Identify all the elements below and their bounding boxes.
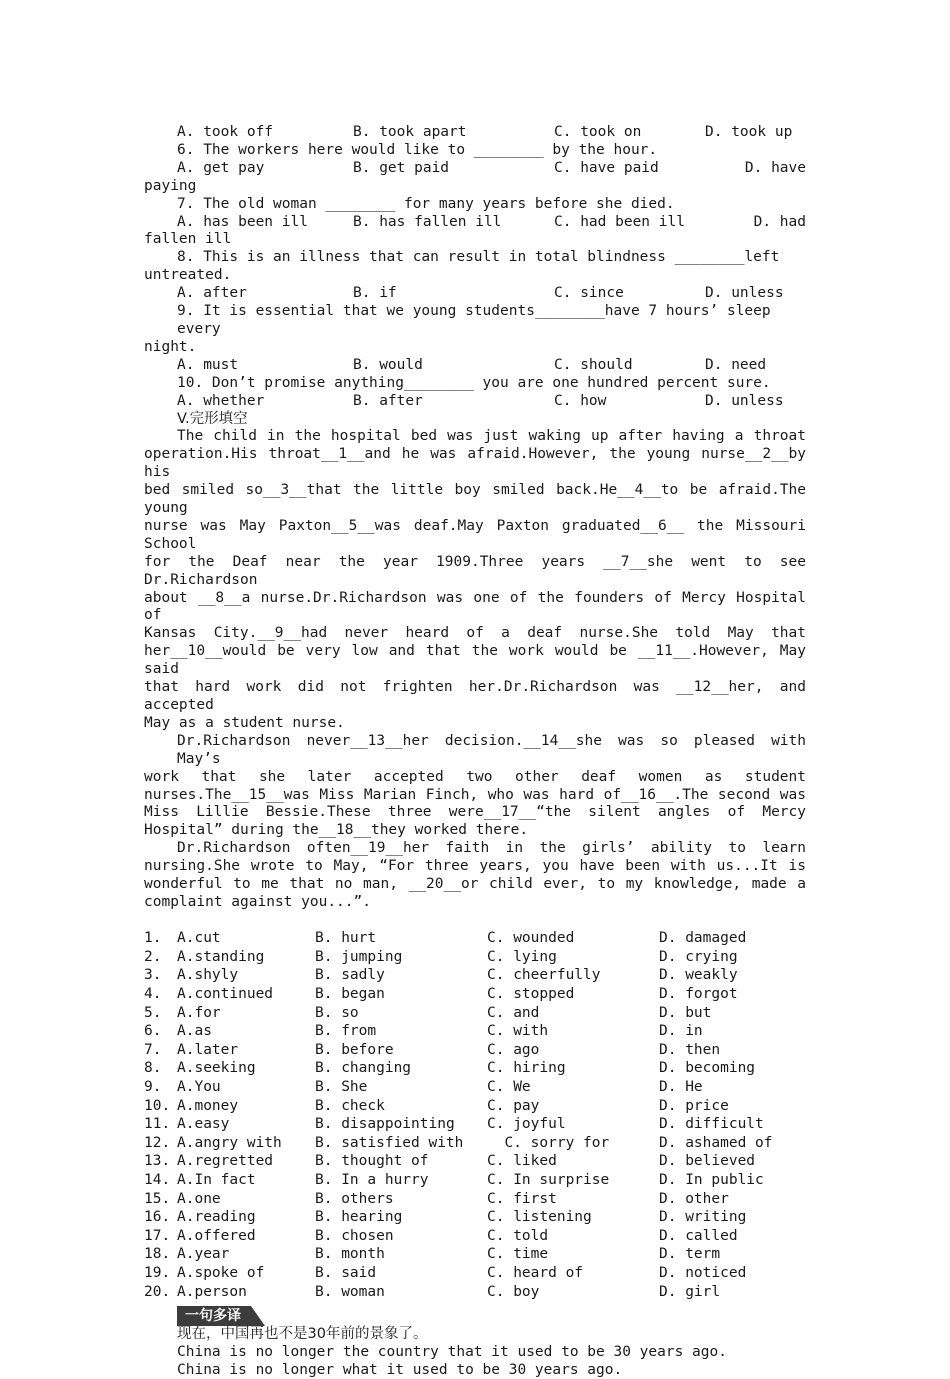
answer-option-a: A.cut <box>177 930 221 947</box>
answer-option-b: B. She <box>315 1078 368 1095</box>
answer-option-b: B. hurt <box>315 930 377 947</box>
answer-option-b: B. others <box>315 1190 394 1207</box>
question-stem: 7. The old woman ________ for many years before she died. <box>177 195 675 212</box>
answer-option-a: A.for <box>177 1004 221 1021</box>
option-b: B. would <box>353 356 423 373</box>
cloze-options-table <box>144 930 806 1302</box>
option-row <box>144 214 806 232</box>
passage-line: Miss Lillie Bessie.These three were__17__“the silent angles of Mercy <box>144 804 806 821</box>
option-b: B. has fallen ill <box>353 213 502 230</box>
passage-line: May as a student nurse. <box>144 714 345 731</box>
answer-row <box>144 986 806 1005</box>
option-d: D. have <box>744 159 806 176</box>
option-d: D. took up <box>705 124 793 140</box>
option-c: C. should <box>554 356 633 373</box>
answer-option-d: D. other <box>659 1190 729 1207</box>
answer-option-b: B. changing <box>315 1060 412 1077</box>
answer-option-a: A.spoke of <box>177 1264 265 1281</box>
passage-line: about __8__a nurse.Dr.Richardson was one of the founders of Mercy Hospital of <box>144 589 815 624</box>
badge-row <box>144 1302 806 1326</box>
option-b: B. took apart <box>353 124 467 140</box>
multiple-choice-section <box>144 124 806 411</box>
option-b: B. get paid <box>353 159 450 176</box>
answer-number: 10. <box>144 1097 171 1114</box>
answer-option-c: C. In surprise <box>487 1171 610 1188</box>
answer-option-d: D. price <box>659 1097 729 1114</box>
answer-option-b: B. woman <box>315 1283 385 1300</box>
answer-row <box>144 1097 806 1116</box>
answer-option-c: C. joyful <box>487 1116 566 1133</box>
answer-option-b: B. month <box>315 1246 385 1263</box>
answer-row <box>144 1116 806 1135</box>
answer-option-b: B. hearing <box>315 1209 403 1226</box>
answer-number: 11. <box>144 1116 171 1133</box>
answer-row <box>144 1172 806 1191</box>
answer-row <box>144 1227 806 1246</box>
question-stem: 8. This is an illness that can result in total blindness ________left <box>177 249 780 266</box>
answer-number: 7. <box>144 1041 162 1058</box>
answer-row <box>144 967 806 986</box>
answer-option-c: C. lying <box>487 948 557 965</box>
option-d: D. unless <box>705 392 784 409</box>
answer-row <box>144 1209 806 1228</box>
answer-option-b: B. so <box>315 1004 359 1021</box>
answer-option-d: D. difficult <box>659 1116 764 1133</box>
answer-option-a: A.as <box>177 1023 212 1040</box>
answer-option-b: B. began <box>315 986 385 1002</box>
passage-line: Kansas City.__9__had never heard of a deaf nurse.She told May that <box>144 625 806 642</box>
translation-badge: 一句多译 <box>177 1306 251 1326</box>
option-a: A. took off <box>177 124 274 140</box>
option-row <box>144 357 806 375</box>
answer-number: 3. <box>144 967 162 984</box>
answer-option-b: B. thought of <box>315 1153 429 1170</box>
passage-line: her__10__would be very low and that the work would be __11__.However, May said <box>144 643 815 678</box>
answer-option-b: B. from <box>315 1023 377 1040</box>
worksheet-page <box>144 124 815 1379</box>
option-a: A. whether <box>177 392 265 409</box>
answer-option-a: A.In fact <box>177 1171 256 1188</box>
answer-number: 19. <box>144 1264 171 1281</box>
question-continuation: untreated. <box>144 267 232 284</box>
answer-option-d: D. crying <box>659 948 738 965</box>
option-row <box>144 160 806 178</box>
answer-option-c: C. ago <box>487 1041 540 1058</box>
translation-chinese: 现在，中国再也不是30年前的景象了。 <box>177 1325 428 1342</box>
passage-line: Hospital” during the__18__they worked there. <box>144 822 529 839</box>
answer-option-a: A.continued <box>177 986 274 1002</box>
passage-line: wonderful to me that no man, __20__or child ever, to my knowledge, made a <box>144 876 806 893</box>
question-continuation: night. <box>144 338 197 355</box>
answer-number: 13. <box>144 1153 171 1170</box>
answer-option-c: C. sorry for <box>487 1134 610 1151</box>
answer-option-c: C. We <box>487 1078 531 1095</box>
answer-row <box>144 1079 806 1098</box>
answer-number: 12. <box>144 1134 171 1151</box>
option-a: A. must <box>177 356 239 373</box>
passage-line: that hard work did not frighten her.Dr.Richardson was __12__her, and accepted <box>144 679 815 713</box>
answer-option-d: D. writing <box>659 1209 747 1226</box>
passage-line: complaint against you...”. <box>144 893 371 910</box>
answer-option-d: D. term <box>659 1246 721 1263</box>
answer-option-c: C. hiring <box>487 1060 566 1077</box>
option-row <box>144 393 806 411</box>
answer-number: 4. <box>144 986 162 1002</box>
answer-number: 5. <box>144 1004 162 1021</box>
translation-english-1: China is no longer the country that it used to be 30 years ago. <box>177 1343 727 1360</box>
answer-option-c: C. heard of <box>487 1264 584 1281</box>
answer-row <box>144 1190 806 1209</box>
option-row <box>144 285 806 303</box>
answer-option-b: B. check <box>315 1097 385 1114</box>
answer-option-d: D. then <box>659 1041 721 1058</box>
answer-option-d: D. in <box>659 1023 703 1040</box>
answer-number: 6. <box>144 1023 162 1040</box>
question-stem: 9. It is essential that we young students________have 7 hours’ sleep every <box>177 303 780 337</box>
option-c: C. have paid <box>554 159 659 176</box>
passage-line: nursing.She wrote to May, “For three years, you have been with us...It is <box>144 858 806 875</box>
passage-line: The child in the hospital bed was just waking up after having a throat <box>177 428 806 445</box>
answer-option-a: A.seeking <box>177 1060 256 1077</box>
answer-option-a: A.You <box>177 1078 221 1095</box>
option-a: A. after <box>177 285 247 302</box>
answer-option-b: B. chosen <box>315 1227 394 1244</box>
passage-line: nurses.The__15__was Miss Marian Finch, who was hard of__16__.The second was <box>144 786 806 803</box>
answer-option-b: B. satisfied with <box>315 1134 464 1151</box>
question-stem: 6. The workers here would like to ________ by the hour. <box>177 141 658 158</box>
answer-row <box>144 1265 806 1284</box>
answer-option-c: C. stopped <box>487 986 575 1002</box>
option-row <box>144 124 806 142</box>
answer-row <box>144 1023 806 1042</box>
passage-line: nurse was May Paxton__5__was deaf.May Paxton graduated__6__ the Missouri School <box>144 517 815 552</box>
answer-row <box>144 1004 806 1023</box>
answer-option-b: B. said <box>315 1264 377 1281</box>
passage-line: for the Deaf near the year 1909.Three years __7__she went to see Dr.Richardson <box>144 553 815 588</box>
answer-option-c: C. told <box>487 1227 549 1244</box>
answer-option-a: A.offered <box>177 1227 256 1244</box>
answer-option-d: D. In public <box>659 1171 764 1188</box>
question-continuation: fallen ill <box>144 231 232 248</box>
option-d: D. need <box>705 356 767 373</box>
answer-option-c: C. boy <box>487 1283 540 1300</box>
answer-row <box>144 930 806 949</box>
answer-option-d: D. noticed <box>659 1264 747 1281</box>
option-b: B. after <box>353 392 423 409</box>
answer-option-c: C. first <box>487 1190 557 1207</box>
option-c: C. had been ill <box>554 213 685 230</box>
option-c: C. took on <box>554 124 642 140</box>
answer-number: 8. <box>144 1060 162 1077</box>
option-b: B. if <box>353 285 397 302</box>
answer-option-d: D. He <box>659 1078 703 1095</box>
answer-option-d: D. girl <box>659 1283 721 1300</box>
answer-option-c: C. and <box>487 1004 540 1021</box>
passage-line: bed smiled so__3__that the little boy smiled back.He__4__to be afraid.The young <box>144 482 815 517</box>
option-a: A. has been ill <box>177 213 308 230</box>
answer-option-b: B. disappointing <box>315 1116 455 1133</box>
answer-option-d: D. called <box>659 1227 738 1244</box>
answer-option-b: B. In a hurry <box>315 1171 429 1188</box>
answer-option-a: A.angry with <box>177 1134 282 1151</box>
answer-option-b: B. before <box>315 1041 394 1058</box>
passage-line: work that she later accepted two other deaf women as student <box>144 768 806 785</box>
section-title: V.完形填空 <box>177 410 248 427</box>
answer-option-d: D. ashamed of <box>659 1134 773 1151</box>
answer-option-c: C. with <box>487 1023 549 1040</box>
answer-number: 18. <box>144 1246 171 1263</box>
answer-option-a: A.shyly <box>177 967 239 984</box>
passage-line: Dr.Richardson never__13__her decision.__14__she was so pleased with May’s <box>177 732 815 767</box>
answer-option-c: C. listening <box>487 1209 592 1226</box>
answer-number: 17. <box>144 1227 171 1244</box>
answer-number: 20. <box>144 1283 171 1300</box>
answer-option-d: D. believed <box>659 1153 756 1170</box>
answer-option-c: C. wounded <box>487 930 575 947</box>
answer-row <box>144 948 806 967</box>
answer-row <box>144 1246 806 1265</box>
answer-option-d: D. weakly <box>659 967 738 984</box>
answer-number: 2. <box>144 948 162 965</box>
answer-option-c: C. cheerfully <box>487 967 601 984</box>
answer-option-d: D. forgot <box>659 986 738 1002</box>
answer-option-a: A.easy <box>177 1116 230 1133</box>
option-c: C. how <box>554 392 607 409</box>
answer-option-d: D. but <box>659 1004 712 1021</box>
answer-option-b: B. jumping <box>315 948 403 965</box>
answer-row <box>144 1153 806 1172</box>
answer-option-d: D. damaged <box>659 930 747 947</box>
question-continuation: paying <box>144 177 197 194</box>
answer-row <box>144 1060 806 1079</box>
option-a: A. get pay <box>177 159 265 176</box>
answer-option-a: A.one <box>177 1190 221 1207</box>
answer-number: 15. <box>144 1190 171 1207</box>
answer-number: 14. <box>144 1171 171 1188</box>
answer-option-a: A.regretted <box>177 1153 274 1170</box>
cloze-passage <box>144 428 815 911</box>
answer-option-d: D. becoming <box>659 1060 756 1077</box>
answer-option-a: A.standing <box>177 948 265 965</box>
answer-option-a: A.person <box>177 1283 247 1300</box>
answer-option-a: A.later <box>177 1041 239 1058</box>
option-d: D. had <box>753 213 806 230</box>
passage-line: operation.His throat__1__and he was afraid.However, the young nurse__2__by his <box>144 446 815 481</box>
answer-option-c: C. time <box>487 1246 549 1263</box>
answer-number: 16. <box>144 1209 171 1226</box>
passage-line: Dr.Richardson often__19__her faith in the girls’ ability to learn <box>177 840 806 857</box>
answer-option-a: A.money <box>177 1097 239 1114</box>
answer-row <box>144 1041 806 1060</box>
answer-row <box>144 1283 806 1302</box>
answer-option-c: C. liked <box>487 1153 557 1170</box>
question-stem: 10. Don’t promise anything________ you are one hundred percent sure. <box>177 374 771 391</box>
answer-option-a: A.year <box>177 1246 230 1263</box>
option-d: D. unless <box>705 285 784 302</box>
answer-number: 1. <box>144 930 162 947</box>
translation-english-2: China is no longer what it used to be 30 years ago. <box>177 1361 623 1378</box>
answer-option-a: A.reading <box>177 1209 256 1226</box>
answer-number: 9. <box>144 1078 162 1095</box>
option-c: C. since <box>554 285 624 302</box>
answer-row <box>144 1134 806 1153</box>
answer-option-b: B. sadly <box>315 967 385 984</box>
answer-option-c: C. pay <box>487 1097 540 1114</box>
